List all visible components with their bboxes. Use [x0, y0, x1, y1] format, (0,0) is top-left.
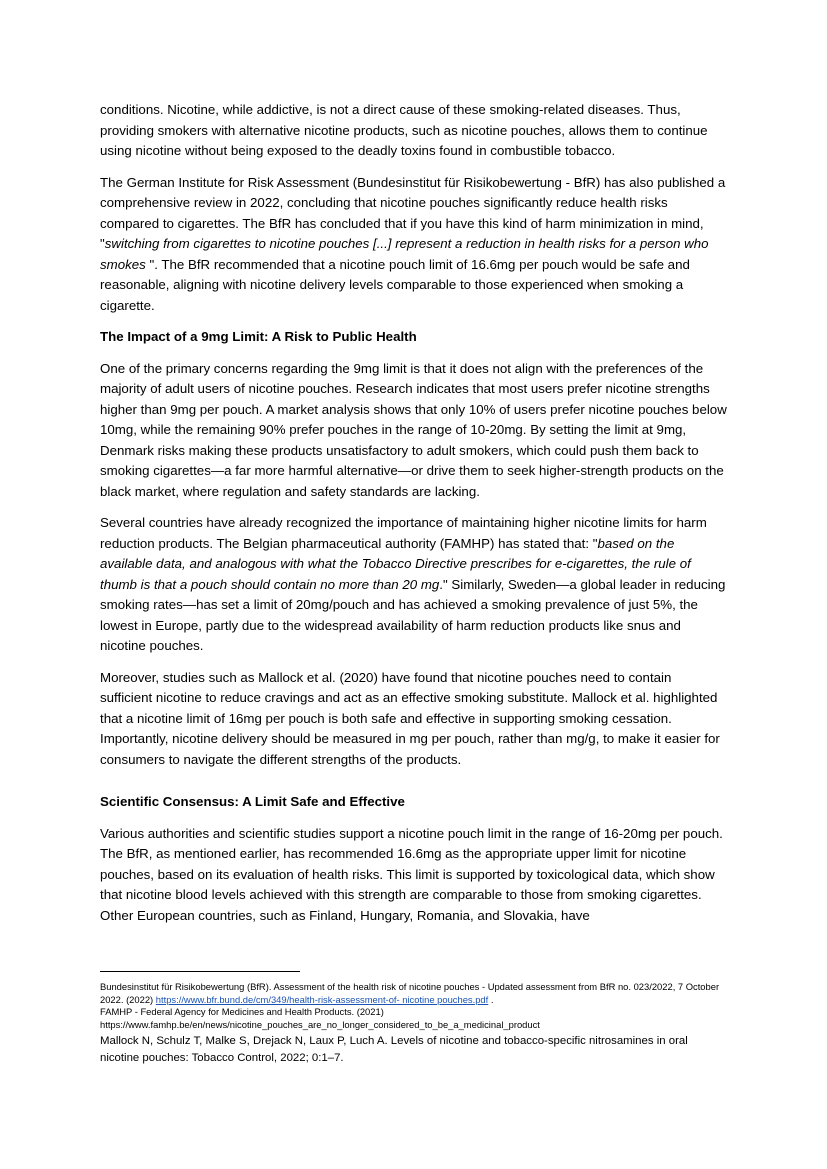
famhp-quote: based on the available data, and analogous with what the Tobacco Directive prescribes for e-cigarettes, the rule of thumb is that a pouch should contain no more than 20 mg [100, 535, 691, 592]
body-text [100, 100, 727, 937]
paragraph-bfr [100, 173, 727, 317]
paragraph-bfr-after: ". The BfR recommended that a nicotine pouch limit of 16.6mg per pouch would be safe and reasonable, aligning with nicotine delivery levels comparable to those experienced when smoking a cigarette. [100, 256, 690, 313]
paragraph-primary-concerns: One of the primary concerns regarding the 9mg limit is that it does not align with the preferences of the majority of adult users of nicotine pouches. Research indicates that most users prefer nicotine strengths higher than 9mg per pouch. A market analysis shows that only 10% of users prefer nicotine pouches below 10mg, while the remaining 90% prefer pouches in the range of 10-20mg. By setting the limit at 9mg, Denmark risks making these products unsatisfactory to adult smokers, which could push them back to smoking cigarettes—a far more harmful alternative—or drive them to seek higher-strength products on the black market, where regulation and safety standards are lacking. [100, 360, 727, 499]
footnote-bfr [100, 981, 727, 1006]
paragraph-other-countries [100, 513, 727, 657]
footnote-separator [100, 971, 300, 972]
footnote-mallock: Mallock N, Schulz T, Malke S, Drejack N, Laux P, Luch A. Levels of nicotine and tobacco-specific nitrosamines in oral nicotine pouches: Tobacco Control, 2022; 0:1–7. [100, 1035, 688, 1064]
paragraph-intro: conditions. Nicotine, while addictive, is not a direct cause of these smoking-related diseases. Thus, providing smokers with alternative nicotine products, such as nicotine pouches, allows them to continue using nicotine without being exposed to the deadly toxins found in combustible tobacco. [100, 102, 708, 158]
paragraph-mallock: Moreover, studies such as Mallock et al. (2020) have found that nicotine pouches need to contain sufficient nicotine to reduce cravings and act as an effective smoking substitute. Mallock et al. highlighted that a nicotine limit of 16mg per pouch is both safe and effective in supporting smoking cessation. Importantly, nicotine delivery should be measured in mg per pouch, rather than mg/g, to make it easier for consumers to navigate the different strengths of the products. [100, 669, 720, 767]
footnote-bfr-link[interactable]: https://www.bfr.bund.de/cm/349/health-risk-assessment-of- nicotine pouches.pdf [155, 993, 489, 1005]
footnote-bfr-text: Bundesinstitut für Risikobewertung (BfR). Assessment of the health risk of nicotine pouches - Updated assessment from BfR no. 023/2022, 7 October 2022. (2022) [100, 981, 720, 1005]
heading-9mg-limit: The Impact of a 9mg Limit: A Risk to Public Health [100, 329, 417, 344]
footnotes [100, 971, 727, 1066]
paragraph-bfr-before: The German Institute for Risk Assessment (Bundesinstitut für Risikobewertung - BfR) has also published a comprehensive review in 2022, concluding that nicotine pouches significantly reduce health risks compared to cigarettes. The BfR has concluded that if you have this kind of harm minimization in mind, " [100, 174, 726, 251]
footnote-famhp: FAMHP - Federal Agency for Medicines and Health Products. (2021) [100, 1006, 384, 1018]
paragraph-authorities: Various authorities and scientific studies support a nicotine pouch limit in the range of 16-20mg per pouch. The BfR, as mentioned earlier, has recommended 16.6mg as the appropriate upper limit for nicotine pouches, based on its evaluation of health risks. This limit is supported by toxicological data, which show that nicotine blood levels achieved with this strength are comparable to those from smoking cigarettes. Other European countries, such as Finland, Hungary, Romania, and Slovakia, have [100, 825, 723, 923]
footnote-bfr-end: . [488, 993, 494, 1005]
footnote-famhp-url: https://www.famhp.be/en/news/nicotine_pouches_are_no_longer_considered_to_be_a_medicinal_product [100, 1018, 540, 1030]
paragraph-countries-after: ." Similarly, Sweden—a global leader in reducing smoking rates—has set a limit of 20mg/pouch and has achieved a smoking prevalence of just 5%, the lowest in Europe, partly due to the widespread availability of harm reduction products like snus and nicotine pouches. [100, 576, 726, 653]
paragraph-countries-before: Several countries have already recognized the importance of maintaining higher nicotine limits for harm reduction products. The Belgian pharmaceutical authority (FAMHP) has stated that: " [100, 515, 707, 551]
bfr-quote: switching from cigarettes to nicotine pouches [...] represent a reduction in health risks for a person who smokes [100, 236, 709, 272]
heading-scientific-consensus: Scientific Consensus: A Limit Safe and Effective [100, 794, 405, 809]
